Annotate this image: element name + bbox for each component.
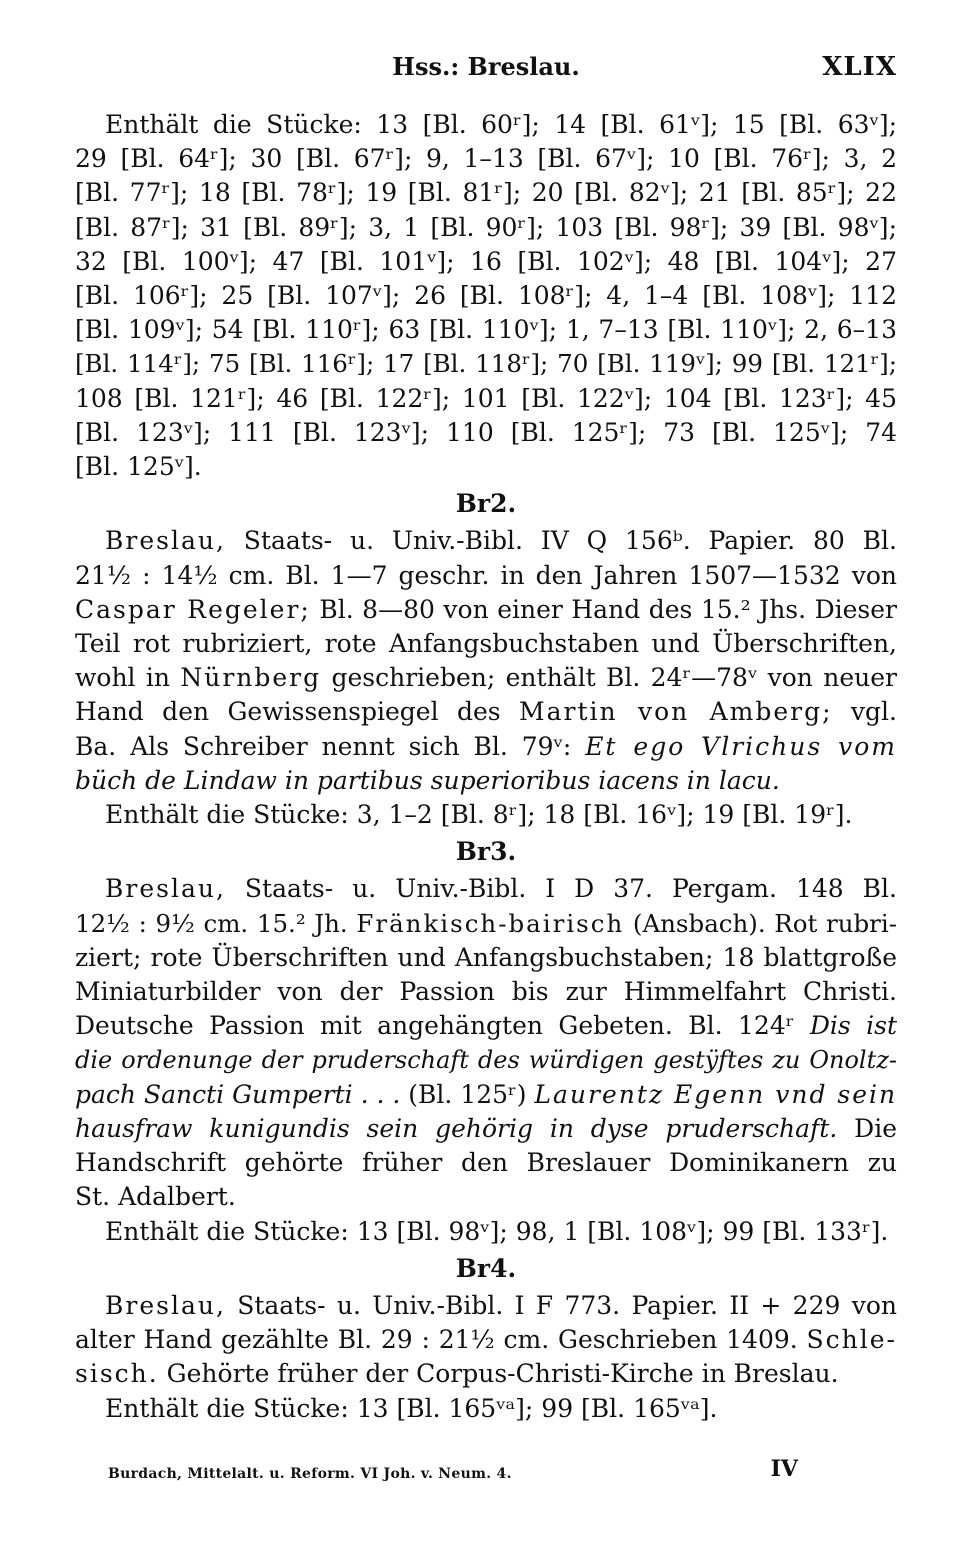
text-line: Handschrift gehörte früher den Breslauer Dominikanern zu (75, 1148, 897, 1178)
text-line (75, 1043, 897, 1077)
section-siglum-br3: Br3. (455, 837, 517, 867)
text-line: Enthält die Stücke: 13 [Bl. 98ᵛ]; 98, 1 [Bl. 108ᵛ]; 99 [Bl. 133ʳ]. (105, 1216, 889, 1246)
quotation: Laurentz Egenn vnd sein (534, 1079, 898, 1109)
dialect-label: Fränkisch-bairisch (356, 908, 625, 938)
text-line: Breslau, Staats- u. Univ.-Bibl. IV Q 156ᵇ. Papier. 80 Bl. (105, 526, 897, 556)
text-line: Deutsche Passion mit angehängten Gebeten. Bl. 124ʳ Dis ist (75, 1011, 897, 1041)
running-head-title: Hss.: Breslau. (392, 52, 580, 81)
text-line: 21½ : 14½ cm. Bl. 1—7 geschr. in den Jahren 1507—1532 von (75, 560, 897, 590)
page-body (75, 108, 897, 1426)
place-name: Breslau, (105, 1290, 226, 1320)
page-footer (108, 1452, 798, 1492)
running-head (75, 52, 897, 88)
text-line: wohl in Nürnberg geschrieben; enthält Bl. 24ʳ—78ᵛ von neuer (75, 663, 897, 693)
text-line: [Bl. 106ʳ]; 25 [Bl. 107ᵛ]; 26 [Bl. 108ʳ]; 4, 1–4 [Bl. 108ᵛ]; 112 (75, 281, 897, 311)
text-line (75, 764, 897, 798)
person-name: Martin von Amberg; (518, 697, 833, 727)
text-line: [Bl. 114ʳ]; 75 [Bl. 116ʳ]; 17 [Bl. 118ʳ]; 70 [Bl. 119ᵛ]; 99 [Bl. 121ʳ]; (75, 349, 897, 379)
text-line: Enthält die Stücke: 13 [Bl. 60ʳ]; 14 [Bl. 61ᵛ]; 15 [Bl. 63ᵛ]; (105, 110, 897, 139)
text-line: Breslau, Staats- u. Univ.-Bibl. I D 37. Pergam. 148 Bl. (105, 874, 897, 904)
quotation: büch de Lindaw in partibus superioribus iacens in lacu. (75, 765, 780, 795)
footer-bibliographic-line: Burdach, Mittelalt. u. Reform. VI Joh. v. Neum. 4. (108, 1466, 512, 1482)
section-siglum-br2: Br2. (455, 489, 517, 519)
text-line: hausfraw kunigundis sein gehörig in dyse pruderschaft. Die (75, 1113, 897, 1143)
text-line: 108 [Bl. 121ʳ]; 46 [Bl. 122ʳ]; 101 [Bl. 122ᵛ]; 104 [Bl. 123ʳ]; 45 (75, 383, 897, 413)
text-line: Caspar Regeler; Bl. 8—80 von einer Hand des 15.² Jhs. Dieser (75, 594, 897, 624)
text-line: alter Hand gezählte Bl. 29 : 21½ cm. Geschrieben 1409. Schle- (75, 1325, 897, 1355)
text-line: pach Sancti Gumperti . . . (Bl. 125ʳ) Laurentz Egenn vnd sein (75, 1079, 898, 1109)
br4-description (75, 1289, 897, 1426)
quotation: pach Sancti Gumperti . . . (75, 1079, 401, 1109)
dialect-label: sisch. (75, 1359, 159, 1389)
text-line: [Bl. 109ᵛ]; 54 [Bl. 110ʳ]; 63 [Bl. 110ᵛ]; 1, 7–13 [Bl. 110ᵛ]; 2, 6–13 (75, 315, 897, 345)
quotation: hausfraw kunigundis sein gehörig in dyse pruderschaft. (75, 1113, 838, 1143)
text-line: [Bl. 125ᵛ]. (75, 452, 202, 482)
text-line: Breslau, Staats- u. Univ.-Bibl. I F 773. Papier. II + 229 von (105, 1290, 897, 1320)
section-siglum-br4: Br4. (455, 1253, 517, 1283)
br1-contents-block (75, 108, 897, 484)
text-line: sisch. Gehörte früher der Corpus-Christi-Kirche in Breslau. (75, 1359, 839, 1389)
text-line: Hand den Gewissenspiegel des Martin von Amberg; vgl. (75, 697, 897, 727)
text-line: 12½ : 9½ cm. 15.² Jh. Fränkisch-bairisch (Ansbach). Rot rubri- (75, 908, 897, 938)
text-line: Enthält die Stücke: 13 [Bl. 165ᵛᵃ]; 99 [Bl. 165ᵛᵃ]. (105, 1393, 718, 1423)
br2-description (75, 524, 897, 832)
text-line: [Bl. 123ᵛ]; 111 [Bl. 123ᵛ]; 110 [Bl. 125ʳ]; 73 [Bl. 125ᵛ]; 74 (75, 417, 897, 447)
dialect-label: Schle- (806, 1325, 897, 1355)
br3-description (75, 872, 897, 1248)
text-line: [Bl. 77ʳ]; 18 [Bl. 78ʳ]; 19 [Bl. 81ʳ]; 20 [Bl. 82ᵛ]; 21 [Bl. 85ʳ]; 22 (75, 178, 897, 208)
text-line: Ba. Als Schreiber nennt sich Bl. 79ᵛ: Et ego Vlrichus vom (75, 731, 897, 761)
place-name: Nürnberg (180, 663, 322, 693)
text-line: Miniaturbilder von der Passion bis zur Himmelfahrt Christi. (75, 977, 897, 1007)
quotation: Et ego Vlrichus vom (585, 731, 897, 761)
person-name: Caspar Regeler; (75, 594, 311, 624)
text-line: 32 [Bl. 100ᵛ]; 47 [Bl. 101ᵛ]; 16 [Bl. 102ᵛ]; 48 [Bl. 104ᵛ]; 27 (75, 246, 897, 276)
place-name: Breslau, (105, 874, 226, 904)
place-name: Breslau, (105, 526, 226, 556)
signature-mark: IV (770, 1456, 798, 1482)
quotation: Dis ist (809, 1011, 897, 1041)
text-line: [Bl. 87ʳ]; 31 [Bl. 89ʳ]; 3, 1 [Bl. 90ʳ]; 103 [Bl. 98ʳ]; 39 [Bl. 98ᵛ]; (75, 212, 897, 242)
text-line: St. Adalbert. (75, 1182, 236, 1212)
quotation: die ordenunge der pruderschaft des würdigen gestÿftes zu Onoltz- (75, 1046, 897, 1075)
text-line: Enthält die Stücke: 3, 1–2 [Bl. 8ʳ]; 18 [Bl. 16ᵛ]; 19 [Bl. 19ʳ]. (105, 800, 853, 830)
page-number: XLIX (822, 52, 897, 82)
text-line: ziert; rote Überschriften und Anfangsbuchstaben; 18 blattgroße (75, 942, 897, 972)
text-line: 29 [Bl. 64ʳ]; 30 [Bl. 67ʳ]; 9, 1–13 [Bl. 67ᵛ]; 10 [Bl. 76ʳ]; 3, 2 (75, 144, 897, 174)
text-line: Teil rot rubriziert, rote Anfangsbuchstaben und Überschriften, (75, 629, 897, 659)
